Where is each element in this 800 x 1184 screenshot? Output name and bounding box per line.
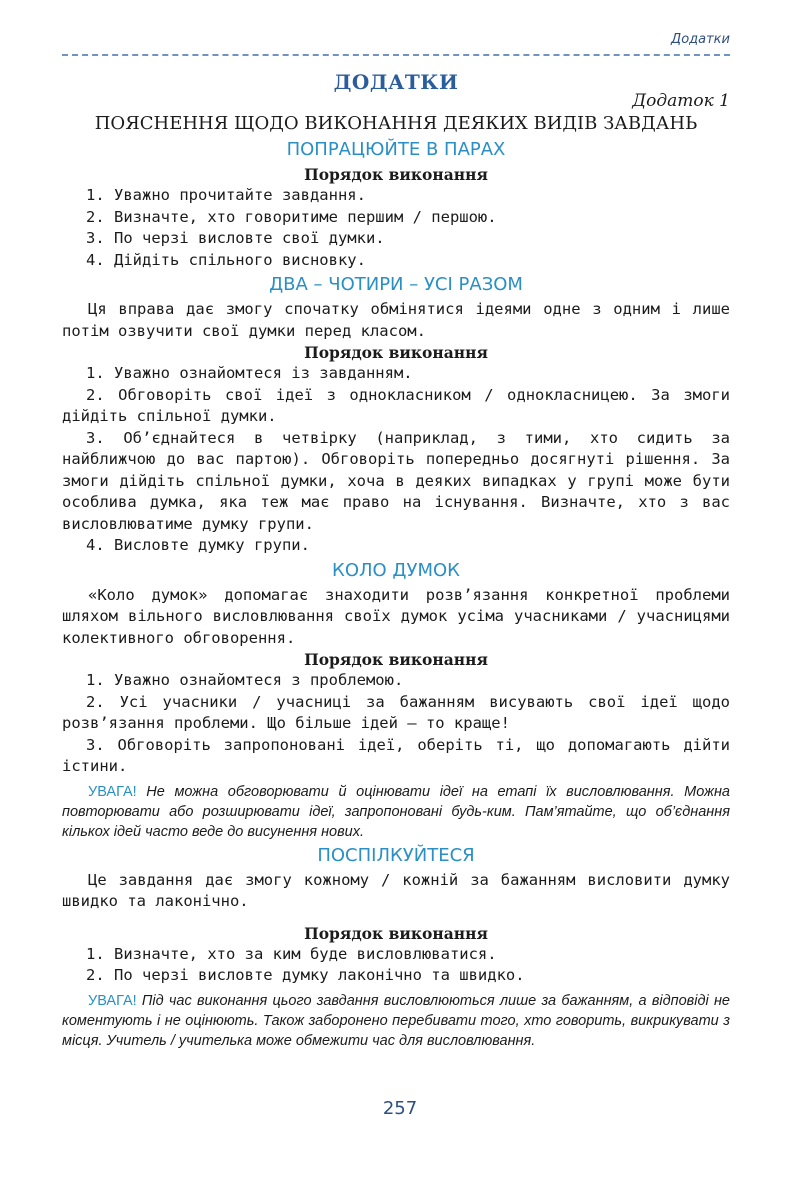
warning-text: Не можна обговорювати й оцінювати ідеї на етапі їх висловлювання. Можна повторювати або розширювати ідеї, запропоновані будь-ким. Пам’ятайте, що об’єднання кількох ідей часто веде до висунення нових. bbox=[62, 783, 730, 840]
document-heading: ПОЯСНЕННЯ ЩОДО ВИКОНАННЯ ДЕЯКИХ ВИДІВ ЗАВДАНЬ bbox=[94, 113, 698, 134]
warning-text: Під час виконання цього завдання висловлюються лише за бажанням, а відповіді не коментують і не оцінюють. Також заборонено перебивати того, хто говорить, викрикувати з місця. Учитель / учителька може обмежити час для висловлювання. bbox=[62, 992, 730, 1049]
section-title-two-four-all: ДВА – ЧОТИРИ – УСІ РАЗОМ bbox=[269, 274, 523, 295]
order-heading: Порядок виконання bbox=[304, 923, 488, 943]
header-divider bbox=[62, 54, 730, 56]
main-title: ДОДАТКИ bbox=[333, 70, 459, 94]
step-item: 1. Визначте, хто за ким буде висловлюватися. bbox=[86, 944, 497, 963]
order-heading: Порядок виконання bbox=[304, 343, 488, 362]
step-item: 4. Висловте думку групи. bbox=[86, 536, 310, 554]
section-title-circle-of-thoughts: КОЛО ДУМОК bbox=[332, 559, 460, 581]
step-item: 3. Обговоріть запропоновані ідеї, оберіть ті, що допомагають дійти істини. bbox=[62, 735, 730, 775]
warning-note bbox=[62, 782, 730, 842]
appendix-label: Додаток 1 bbox=[632, 91, 730, 111]
step-item: 3. Об’єднайтеся в четвірку (наприклад, з тими, хто сидить за найближчою до вас партою). Обговоріть попередньо досягнуті рішення. За змоги дійдіть спільної думки, хоча в деяких випадках у групі може бути особлива думка, яка теж має право на існування. Визначте, хто з вас висловлюватиме думку групи. bbox=[62, 428, 730, 533]
page-content bbox=[62, 68, 730, 1053]
step-item: 2. Усі учасники / учасниці за бажанням висувають свої ідеї щодо розв’язання проблеми. Що більше ідей – то краще! bbox=[62, 692, 730, 732]
order-heading: Порядок виконання bbox=[304, 650, 488, 669]
running-header: Додатки bbox=[671, 32, 730, 47]
section-title-pairs: ПОПРАЦЮЙТЕ В ПАРАХ bbox=[286, 139, 506, 160]
warning-label: УВАГА! bbox=[88, 992, 137, 1009]
step-item: 4. Дійдіть спільного висновку. bbox=[86, 250, 366, 269]
section-intro: «Коло думок» допомагає знаходити розв’язання конкретної проблеми шляхом вільного висловлювання своїх думок усіма учасниками / учасницями колективного обговорення. bbox=[62, 585, 730, 647]
section-intro: Це завдання дає змогу кожному / кожній за бажанням висловити думку швидко та лаконічно. bbox=[62, 870, 730, 910]
order-heading: Порядок виконання bbox=[304, 165, 488, 184]
step-item: 2. По черзі висловте думку лаконічно та швидко. bbox=[86, 966, 525, 984]
warning-label: УВАГА! bbox=[88, 783, 137, 800]
step-item: 2. Визначте, хто говоритиме першим / першою. bbox=[86, 207, 497, 226]
warning-note bbox=[62, 991, 730, 1051]
section-intro: Ця вправа дає змогу спочатку обмінятися ідеями одне з одним і лише потім озвучити свої думки перед класом. bbox=[62, 300, 730, 340]
page-number: 257 bbox=[382, 1098, 418, 1119]
step-item: 3. По черзі висловте свої думки. bbox=[86, 229, 385, 247]
section-title-communicate: ПОСПІЛКУЙТЕСЯ bbox=[317, 844, 475, 866]
step-item: 1. Уважно ознайомтеся із завданням. bbox=[86, 364, 413, 382]
step-item: 1. Уважно прочитайте завдання. bbox=[86, 186, 366, 204]
step-item: 1. Уважно ознайомтеся з проблемою. bbox=[86, 671, 404, 689]
step-item: 2. Обговоріть свої ідеї з однокласником / однокласницею. За змоги дійдіть спільної думки. bbox=[62, 385, 730, 425]
